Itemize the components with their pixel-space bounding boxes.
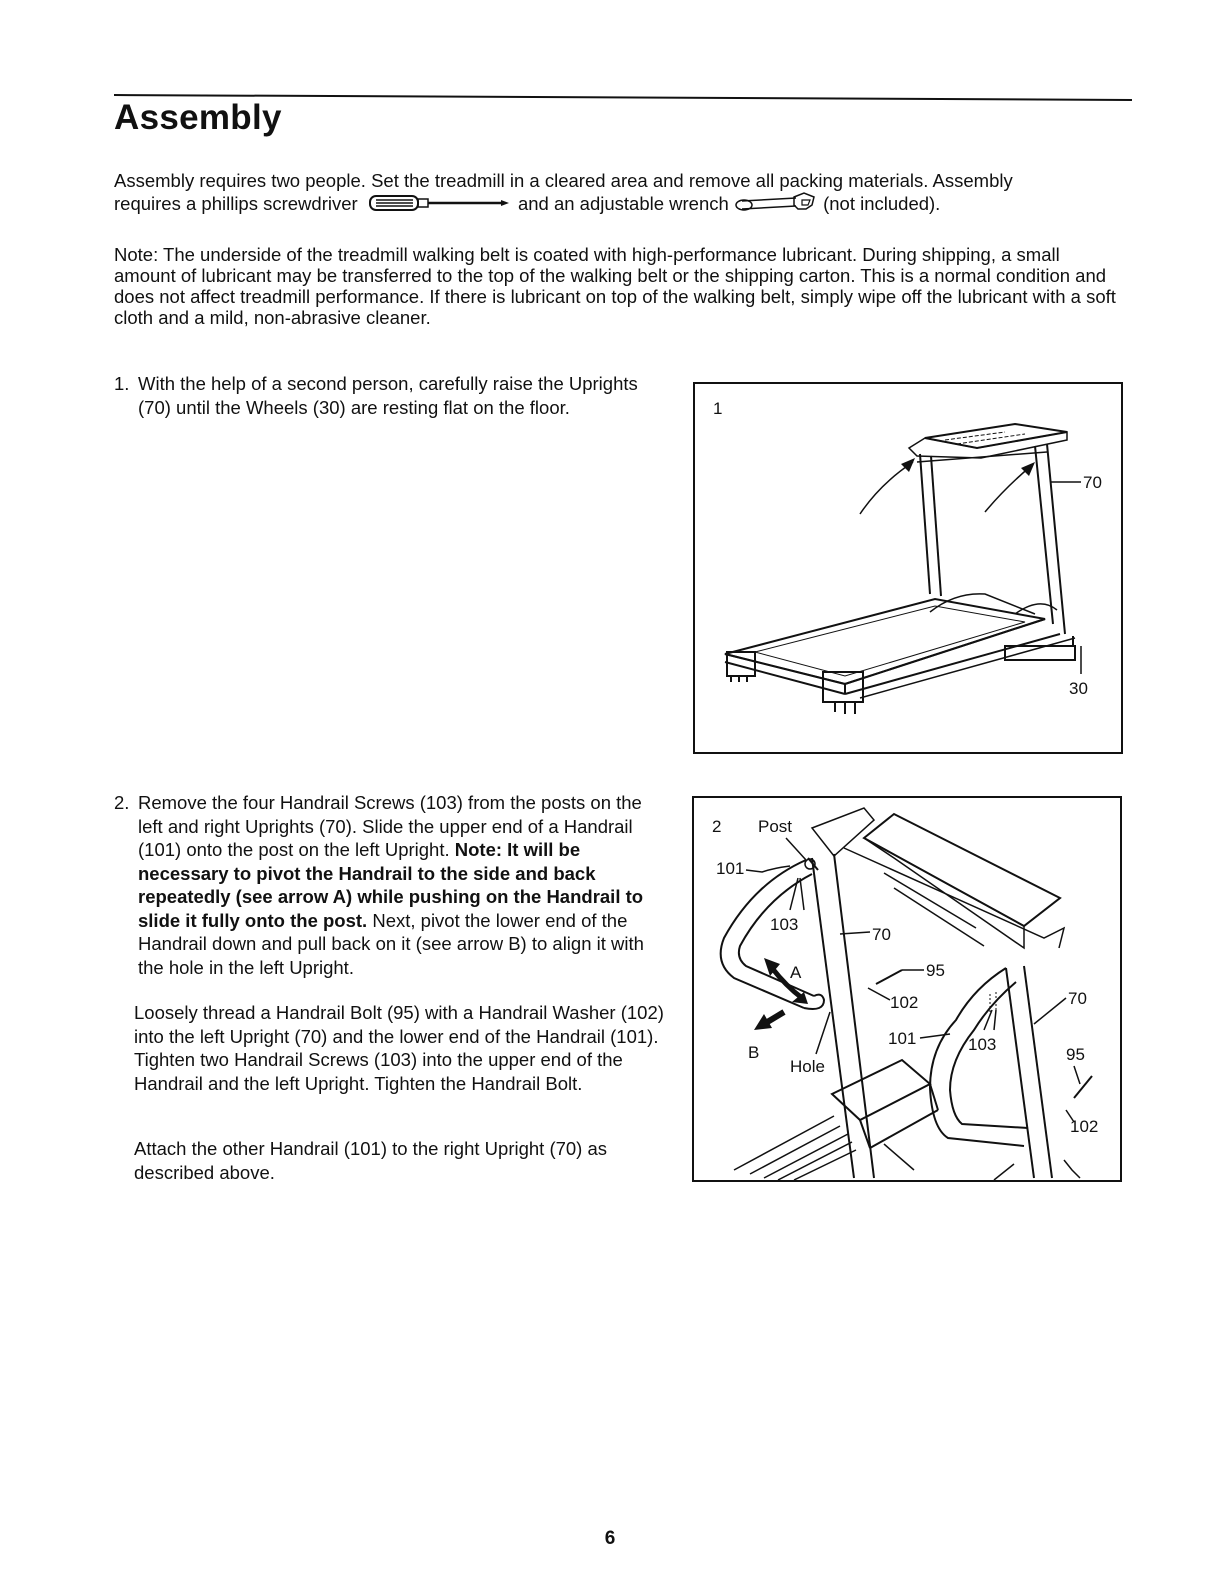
step-2-paragraph-2: Loosely thread a Handrail Bolt (95) with a Handrail Washer (102) into the left Upright (70) and the lower end of the Handrail (101). Tighten two Handrail Screws (103) into the upper end of the Handrail and the left Upright. Tighten the Handrail Bolt. <box>134 1002 664 1094</box>
figure-2-label-post: Post <box>758 817 793 836</box>
figure-2-label-70-right: 70 <box>1068 989 1087 1008</box>
figure-2-label-103-right: 103 <box>968 1035 997 1054</box>
step-1-number: 1. <box>114 373 130 394</box>
figure-1-label-30: 30 <box>1069 679 1088 698</box>
figure-2-label-A: A <box>790 963 802 982</box>
step-2 <box>114 791 669 979</box>
screwdriver-icon <box>363 193 513 217</box>
figure-2 <box>692 796 1122 1182</box>
step-2-text <box>138 791 669 979</box>
page-title: Assembly <box>114 98 282 137</box>
figure-2-label-102-right: 102 <box>1070 1117 1099 1136</box>
step-2-note: Note: It will be necessary to pivot the Handrail to the side and back repeatedly (see arrow A) while pushing on the Handrail to slide it fully onto the post. <box>138 839 644 931</box>
figure-1-illustration <box>695 384 1121 752</box>
step-2-text-a: Remove the four Handrail Screws (103) from the posts on the left and right Uprights (70). Slide the upper end of a Handrail (101) onto the post on the left Upright. <box>138 792 642 860</box>
page-number: 6 <box>604 1528 616 1549</box>
figure-2-label-103-left: 103 <box>770 915 799 934</box>
step-2-paragraph-3: Attach the other Handrail (101) to the right Upright (70) as described above. <box>134 1138 608 1183</box>
figure-2-label-101-left: 101 <box>716 859 745 878</box>
lubricant-note: Note: The underside of the treadmill walking belt is coated with high-performance lubricant. During shipping, a small amount of lubricant may be transferred to the top of the walking belt or the shipping carton. This is a normal condition and does not affect treadmill performance. If there is lubricant on top of the walking belt, simply wipe off the lubricant with a soft cloth and a mild, non-abrasive cleaner. <box>114 244 1116 328</box>
intro-line-2a: requires a phillips screwdriver <box>114 192 358 214</box>
figure-2-illustration <box>694 798 1120 1180</box>
figure-2-label-hole: Hole <box>790 1057 825 1076</box>
figure-2-label-70-center: 70 <box>872 925 891 944</box>
figure-1-number: 1 <box>713 399 723 418</box>
step-1 <box>114 372 659 419</box>
figure-1 <box>693 382 1123 754</box>
figure-2-label-95-center: 95 <box>926 961 945 980</box>
step-2-number: 2. <box>114 792 130 813</box>
figure-2-label-101-right: 101 <box>888 1029 917 1048</box>
intro-line-2b: and an adjustable wrench <box>517 192 729 214</box>
step-1-text: With the help of a second person, carefully raise the Uprights (70) until the Wheels (30) are resting flat on the floor. <box>138 373 638 418</box>
step-2-text-b: Next, pivot the lower end of the Handrail down and pull back on it (see arrow B) to align it with the hole in the left Upright. <box>138 909 644 978</box>
wrench-icon <box>734 191 818 219</box>
figure-1-label-70: 70 <box>1083 473 1102 492</box>
figure-2-label-B: B <box>748 1043 760 1062</box>
figure-2-label-95-right: 95 <box>1066 1045 1085 1064</box>
figure-2-number: 2 <box>712 817 722 836</box>
intro-line-1: Assembly requires two people. Set the treadmill in a cleared area and remove all packing materials. Assembly <box>114 170 1013 191</box>
figure-2-label-102-center: 102 <box>890 993 919 1012</box>
intro-line-2c: (not included). <box>823 192 941 214</box>
intro-paragraph <box>114 170 1114 219</box>
